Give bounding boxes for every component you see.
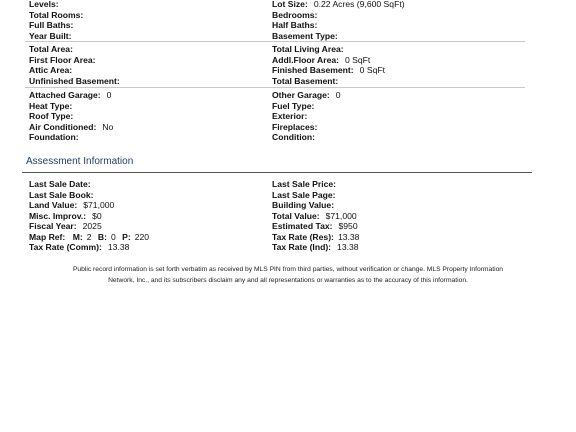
addl-floor-area-label: Addl.Floor Area:	[272, 54, 339, 65]
detail-row	[29, 20, 529, 31]
attached-garage-value: 0	[106, 90, 112, 100]
map-ref	[29, 232, 149, 243]
basement-type-label: Basement Type:	[272, 30, 338, 41]
unfinished-basement-label: Unfinished Basement:	[29, 75, 120, 86]
detail-row	[29, 76, 529, 87]
map-ref-b-label: B:	[97, 231, 107, 242]
detail-row	[29, 132, 529, 143]
map-ref-p-value: 220	[134, 231, 150, 242]
detail-row	[29, 55, 529, 66]
year-built-label: Year Built:	[29, 30, 72, 41]
assessment-block	[29, 179, 529, 253]
last-sale-price-label: Last Sale Price:	[272, 179, 337, 189]
estimated-tax-label: Estimated Tax:	[272, 221, 333, 231]
estimated-tax-value: $950	[338, 221, 358, 231]
detail-row	[29, 31, 529, 42]
disclaimer-line-2: Network, Inc., and its subscribers disclaim any and all representations or warranties as to the accuracy of this information.	[108, 277, 468, 284]
bedrooms-label: Bedrooms:	[272, 9, 318, 20]
attached-garage-label: Attached Garage:	[29, 90, 101, 100]
detail-row	[29, 65, 529, 76]
land-value-label: Land Value:	[29, 200, 78, 210]
exterior-label: Exterior:	[272, 111, 308, 121]
divider	[25, 41, 525, 42]
tax-rate-comm-value: 13.38	[107, 242, 130, 252]
levels-label: Levels:	[29, 0, 59, 9]
heat-type-label: Heat Type:	[29, 100, 73, 111]
fuel-type-label: Fuel Type:	[272, 100, 315, 111]
last-sale-date-label: Last Sale Date:	[29, 179, 91, 189]
fireplaces-label: Fireplaces:	[272, 121, 318, 132]
air-conditioned-value: No	[102, 121, 114, 132]
detail-row	[29, 101, 529, 112]
detail-row	[29, 111, 529, 122]
land-value-value: $71,000	[83, 200, 115, 210]
tax-rate-comm-label: Tax Rate (Comm):	[29, 242, 102, 252]
tax-rate-res-label: Tax Rate (Res):	[272, 231, 334, 242]
map-ref-p-label: P:	[122, 231, 131, 242]
detail-row	[29, 122, 529, 133]
detail-row	[29, 211, 529, 222]
attic-area-label: Attic Area:	[29, 65, 73, 75]
total-value-label: Total Value:	[272, 210, 320, 221]
lot-size-value: 0.22 Acres (9,600 SqFt)	[313, 0, 405, 9]
map-ref-label: Map Ref:	[29, 231, 66, 242]
total-basement-label: Total Basement:	[272, 75, 339, 86]
assessment-section-title: Assessment Information	[26, 156, 134, 167]
tax-rate-res-value: 13.38	[337, 231, 360, 242]
half-baths-label: Half Baths:	[272, 20, 318, 30]
fiscal-year-value: 2025	[82, 221, 102, 231]
divider	[25, 87, 525, 88]
disclaimer-line-1: Public record information is set forth verbatim as received by MLS PIN from third parties, without verification or change. MLS Property Information	[72, 266, 504, 273]
addl-floor-area-value: 0 SqFt	[345, 54, 371, 65]
property-details-block	[29, 0, 529, 41]
total-value-value: $71,000	[325, 210, 357, 221]
total-living-area-label: Total Living Area:	[272, 44, 344, 54]
condition-label: Condition:	[272, 132, 315, 142]
building-value-label: Building Value:	[272, 200, 335, 210]
detail-row	[29, 0, 529, 10]
map-ref-b-value: 0	[110, 231, 116, 242]
full-baths-label: Full Baths:	[29, 20, 74, 30]
map-ref-m-value: 2	[86, 231, 92, 242]
detail-row	[29, 179, 529, 190]
fiscal-year-label: Fiscal Year:	[29, 221, 77, 231]
other-garage-value: 0	[335, 90, 341, 100]
detail-row	[29, 232, 529, 243]
detail-row	[29, 200, 529, 211]
tax-rate-ind-label: Tax Rate (Ind):	[272, 242, 332, 252]
detail-row	[29, 242, 529, 253]
disclaimer	[40, 264, 536, 286]
foundation-label: Foundation:	[29, 132, 79, 142]
other-garage-label: Other Garage:	[272, 90, 330, 100]
tax-rate-ind-value: 13.38	[337, 242, 359, 252]
total-rooms-label: Total Rooms:	[29, 9, 84, 20]
detail-row	[29, 90, 529, 101]
misc-improv-label: Misc. Improv.:	[29, 210, 87, 221]
detail-row	[29, 10, 529, 21]
finished-basement-label: Finished Basement:	[272, 65, 354, 75]
total-area-label: Total Area:	[29, 44, 73, 54]
section-rule	[22, 172, 532, 173]
air-conditioned-label: Air Conditioned:	[29, 121, 97, 132]
last-sale-page-label: Last Sale Page:	[272, 189, 336, 200]
lot-size-label: Lot Size:	[272, 0, 308, 9]
misc-improv-value: $0	[92, 210, 102, 221]
detail-row	[29, 44, 529, 55]
features-block	[29, 90, 529, 143]
last-sale-book-label: Last Sale Book:	[29, 189, 94, 200]
finished-basement-value: 0 SqFt	[359, 65, 385, 75]
map-ref-m-label: M:	[72, 231, 83, 242]
roof-type-label: Roof Type:	[29, 111, 74, 121]
detail-row	[29, 221, 529, 232]
area-details-block	[29, 44, 529, 86]
first-floor-area-label: First Floor Area:	[29, 54, 96, 65]
detail-row	[29, 190, 529, 201]
